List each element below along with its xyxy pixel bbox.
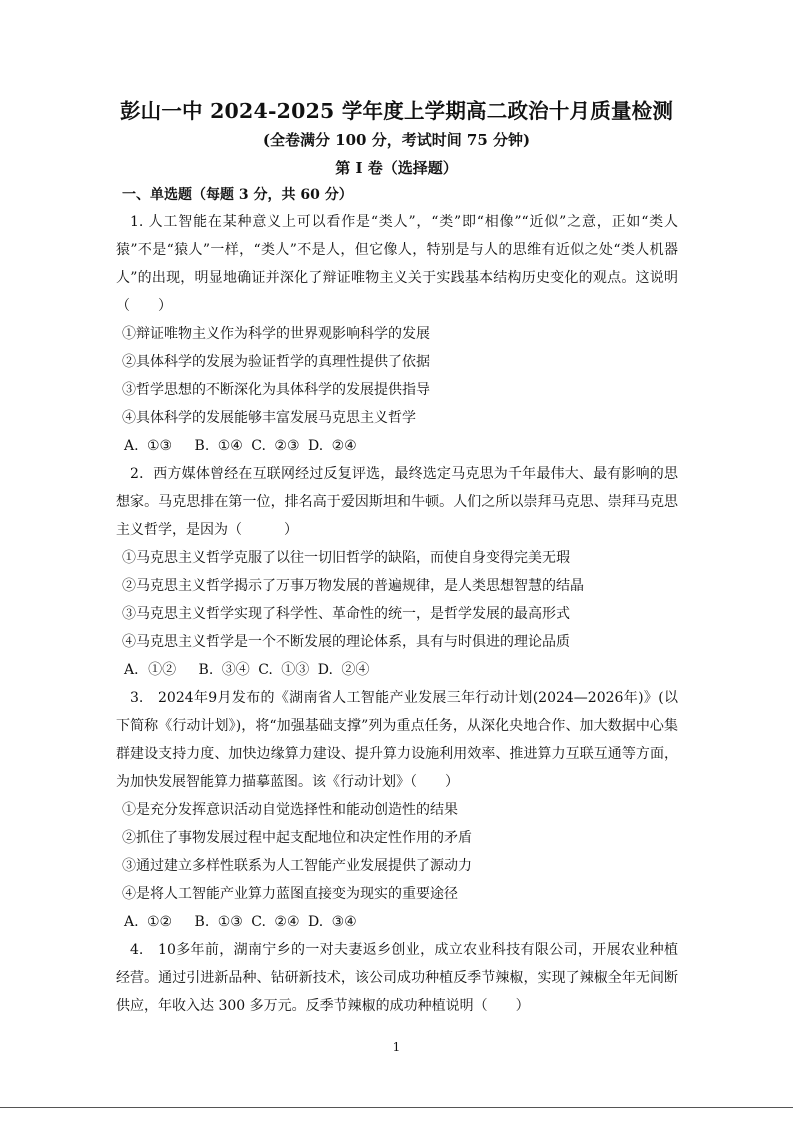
- page-number: 1: [392, 1040, 401, 1054]
- question-2: [116, 460, 678, 684]
- option-item: ③哲学思想的不断深化为具体科学的发展提供指导: [122, 382, 430, 398]
- answer-choices: A．①② B. ③④ C. ①③ D. ②④: [124, 662, 370, 678]
- bottom-divider: [0, 1107, 793, 1108]
- answer-choices: A. ①② B. ①③ C. ②④ D. ③④: [124, 914, 357, 930]
- question-stem: 2．西方媒体曾经在互联网经过反复评选，最终选定马克思为千年最伟大、最有影响的思想家。马克思排在第一位，排名高于爱因斯坦和牛顿。人们之所以崇拜马克思、崇拜马克思主义哲学，是因为（ ）: [116, 466, 678, 538]
- option-item: ④具体科学的发展能够丰富发展马克思主义哲学: [122, 410, 416, 426]
- question-stem: 3. 2024年9月发布的《湖南省人工智能产业发展三年行动计划(2024—2026年)》(以下简称《行动计划》)，将“加强基础支撑”列为重点任务，从深化央地合作、加大数据中心集群建设支持力度、加快边缘算力建设、提升算力设施利用效率、推进算力互联互通等方面，为加快发展智能算力描摹蓝图。该《行动计划》（ ）: [116, 690, 678, 790]
- option-item: ①马克思主义哲学克服了以往一切旧哲学的缺陷，而使自身变得完美无瑕: [122, 550, 570, 566]
- exam-title: 彭山一中 2024-2025 学年度上学期高二政治十月质量检测: [119, 99, 674, 123]
- answer-choices: A. ①③ B. ①④ C. ②③ D. ②④: [124, 438, 357, 454]
- option-item: ①是充分发挥意识活动自觉选择性和能动创造性的结果: [122, 802, 458, 818]
- question-1: [116, 208, 678, 460]
- question-4: [116, 936, 678, 1020]
- option-item: ③马克思主义哲学实现了科学性、革命性的统一，是哲学发展的最高形式: [122, 606, 570, 622]
- option-item: ④马克思主义哲学是一个不断发展的理论体系，具有与时俱进的理论品质: [122, 634, 570, 650]
- exam-subtitle: (全卷满分 100 分，考试时间 75 分钟): [262, 131, 531, 149]
- option-item: ①辩证唯物主义作为科学的世界观影响科学的发展: [122, 326, 430, 342]
- questions-body: [116, 208, 678, 1020]
- question-3: [116, 684, 678, 936]
- section-heading: 一、单选题（每题 3 分，共 60 分）: [122, 187, 353, 203]
- question-stem: 4. 10多年前，湖南宁乡的一对夫妻返乡创业，成立农业科技有限公司，开展农业种植经营。通过引进新品种、钻研新技术，该公司成功种植反季节辣椒，实现了辣椒全年无间断供应，年收入达 300 多万元。反季节辣椒的成功种植说明（ ）: [116, 942, 678, 1014]
- option-item: ④是将人工智能产业算力蓝图直接变为现实的重要途径: [122, 886, 458, 902]
- part-heading: 第 I 卷（选择题）: [335, 159, 458, 177]
- question-stem: 1. 人工智能在某种意义上可以看作是“类人”，“类”即“相像”“近似”之意，正如“类人猿”不是“猿人”一样，“类人”不是人，但它像人，特别是与人的思维有近似之处“类人机器人”的出现，明显地确证并深化了辩证唯物主义关于实践基本结构历史变化的观点。这说明（ ）: [116, 214, 678, 314]
- option-item: ②具体科学的发展为验证哲学的真理性提供了依据: [122, 354, 430, 370]
- option-item: ②马克思主义哲学揭示了万事万物发展的普遍规律，是人类思想智慧的结晶: [122, 578, 584, 594]
- option-item: ②抓住了事物发展过程中起支配地位和决定性作用的矛盾: [122, 830, 472, 846]
- option-item: ③通过建立多样性联系为人工智能产业发展提供了源动力: [122, 858, 472, 874]
